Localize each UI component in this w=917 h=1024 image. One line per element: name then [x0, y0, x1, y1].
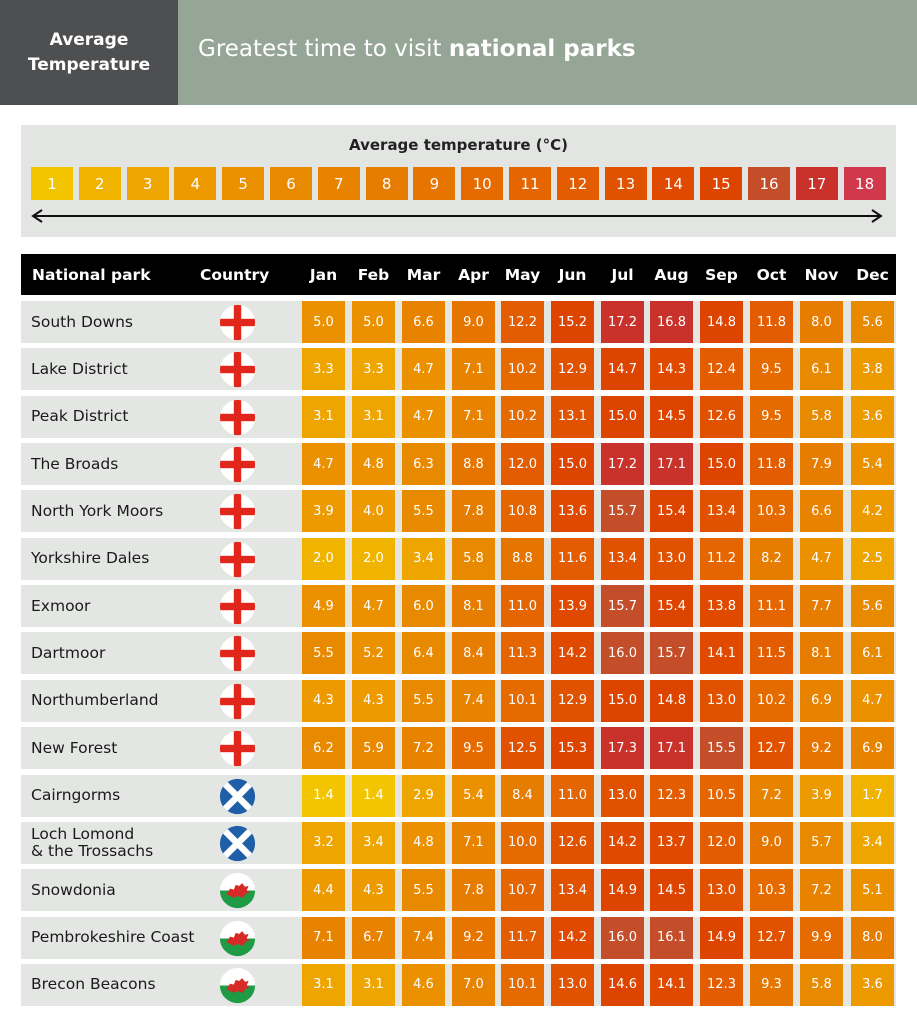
temperature-cell: 14.7: [601, 348, 644, 390]
temperature-cell: 12.7: [750, 917, 793, 959]
temperature-cell: 2.5: [851, 538, 894, 580]
england-flag-icon: [219, 446, 256, 483]
temperature-cell: 6.7: [352, 917, 395, 959]
title-prefix: Greatest time to visit: [198, 36, 449, 62]
temperature-cell: 12.5: [501, 727, 544, 769]
legend-step: 3: [127, 167, 169, 200]
temperature-cell: 3.2: [302, 822, 345, 864]
temperature-cell: 15.4: [650, 490, 693, 532]
temperature-cell: 13.4: [700, 490, 743, 532]
header-banner: [0, 0, 917, 105]
england-flag-icon: [219, 541, 256, 578]
temperature-cell: 3.8: [851, 348, 894, 390]
double-arrow-icon: [10, 206, 884, 226]
park-name: Peak District: [31, 407, 129, 426]
park-name: Lake District: [31, 359, 128, 378]
temperature-cell: 5.0: [352, 301, 395, 343]
table-row: [21, 443, 896, 485]
temperature-cell: 9.9: [800, 917, 843, 959]
temperature-cell: 14.8: [650, 680, 693, 722]
header-country: Country: [200, 265, 270, 284]
wales-flag-icon: [219, 872, 256, 909]
section-tag: [0, 0, 178, 105]
temperature-cell: 7.8: [452, 490, 495, 532]
page-title: [198, 36, 636, 62]
temperature-cell: 14.5: [650, 869, 693, 911]
temperature-cell: 4.3: [352, 680, 395, 722]
temperature-cell: 2.9: [402, 775, 445, 817]
temperature-cell: 15.7: [601, 585, 644, 627]
temperature-cell: 10.8: [501, 490, 544, 532]
temperature-cell: 13.0: [700, 869, 743, 911]
temperature-cell: 13.4: [551, 869, 594, 911]
temperature-cell: 15.5: [700, 727, 743, 769]
temperature-cell: 7.4: [452, 680, 495, 722]
temperature-cell: 5.0: [302, 301, 345, 343]
england-flag-icon: [219, 730, 256, 767]
temperature-cell: 5.2: [352, 632, 395, 674]
temperature-cell: 3.3: [302, 348, 345, 390]
temperature-cell: 7.7: [800, 585, 843, 627]
temperature-cell: 3.4: [352, 822, 395, 864]
temperature-cell: 3.9: [302, 490, 345, 532]
legend-step: 1: [31, 167, 73, 200]
section-tag-line2: Temperature: [27, 54, 151, 75]
temperature-cell: 11.0: [501, 585, 544, 627]
temperature-cell: 14.8: [700, 301, 743, 343]
temperature-cell: 6.6: [402, 301, 445, 343]
temperature-cell: 7.2: [750, 775, 793, 817]
temperature-cell: 14.6: [601, 964, 644, 1006]
temperature-cell: 15.0: [601, 680, 644, 722]
temperature-cell: 7.1: [452, 822, 495, 864]
temperature-cell: 7.2: [402, 727, 445, 769]
table-row: [21, 632, 896, 674]
park-name: Snowdonia: [31, 880, 116, 899]
temperature-cell: 14.2: [601, 822, 644, 864]
england-flag-icon: [219, 635, 256, 672]
temperature-cell: 15.4: [650, 585, 693, 627]
park-name: Brecon Beacons: [31, 975, 156, 994]
temperature-cell: 10.0: [501, 822, 544, 864]
temperature-cell: 8.8: [501, 538, 544, 580]
temperature-cell: 11.7: [501, 917, 544, 959]
legend-step: 15: [700, 167, 742, 200]
wales-flag-icon: [219, 920, 256, 957]
temperature-cell: 7.1: [452, 396, 495, 438]
temperature-cell: 5.9: [352, 727, 395, 769]
temperature-cell: 3.4: [402, 538, 445, 580]
temperature-cell: 2.0: [302, 538, 345, 580]
table-row: [21, 538, 896, 580]
temperature-cell: 14.9: [601, 869, 644, 911]
temperature-cell: 8.1: [452, 585, 495, 627]
temperature-cell: 12.3: [700, 964, 743, 1006]
temperature-cell: 1.7: [851, 775, 894, 817]
temperature-cell: 10.1: [501, 680, 544, 722]
temperature-cell: 4.8: [402, 822, 445, 864]
temperature-cell: 4.7: [402, 348, 445, 390]
temperature-cell: 13.4: [601, 538, 644, 580]
table-row: [21, 822, 896, 864]
temperature-cell: 11.5: [750, 632, 793, 674]
temperature-cell: 10.3: [750, 490, 793, 532]
temperature-cell: 5.5: [302, 632, 345, 674]
legend-title: Average temperature (°C): [349, 136, 568, 154]
temperature-cell: 6.1: [851, 632, 894, 674]
england-flag-icon: [219, 399, 256, 436]
temperature-cell: 9.0: [452, 301, 495, 343]
temperature-cell: 13.7: [650, 822, 693, 864]
england-flag-icon: [219, 351, 256, 388]
legend-step: 12: [557, 167, 599, 200]
table-row: [21, 727, 896, 769]
temperature-cell: 17.2: [601, 301, 644, 343]
park-name: Yorkshire Dales: [31, 549, 150, 568]
temperature-cell: 4.7: [352, 585, 395, 627]
temperature-cell: 7.4: [402, 917, 445, 959]
park-name: New Forest: [31, 738, 118, 757]
legend-step: 2: [79, 167, 121, 200]
header-month: Mar: [406, 265, 441, 284]
temperature-cell: 13.0: [700, 680, 743, 722]
temperature-cell: 3.6: [851, 964, 894, 1006]
legend-step: 4: [174, 167, 216, 200]
temperature-cell: 16.0: [601, 632, 644, 674]
temperature-cell: 14.2: [551, 917, 594, 959]
legend-step: 5: [222, 167, 264, 200]
temperature-cell: 3.1: [352, 964, 395, 1006]
park-name: Dartmoor: [31, 643, 106, 662]
temperature-cell: 6.2: [302, 727, 345, 769]
temperature-cell: 12.9: [551, 680, 594, 722]
temperature-cell: 4.3: [302, 680, 345, 722]
temperature-cell: 4.7: [302, 443, 345, 485]
temperature-cell: 14.1: [700, 632, 743, 674]
temperature-cell: 6.0: [402, 585, 445, 627]
temperature-cell: 10.2: [750, 680, 793, 722]
temperature-cell: 10.2: [501, 396, 544, 438]
legend-step: 10: [461, 167, 503, 200]
temperature-cell: 5.1: [851, 869, 894, 911]
legend-step: 13: [605, 167, 647, 200]
table-header: [21, 254, 896, 295]
temperature-cell: 11.8: [750, 443, 793, 485]
temperature-cell: 12.3: [650, 775, 693, 817]
temperature-cell: 14.1: [650, 964, 693, 1006]
temperature-cell: 4.0: [352, 490, 395, 532]
temperature-cell: 5.8: [800, 964, 843, 1006]
temperature-cell: 11.8: [750, 301, 793, 343]
temperature-cell: 10.7: [501, 869, 544, 911]
legend-step: 8: [366, 167, 408, 200]
temperature-cell: 4.3: [352, 869, 395, 911]
temperature-cell: 7.1: [302, 917, 345, 959]
temperature-cell: 10.1: [501, 964, 544, 1006]
temperature-cell: 10.3: [750, 869, 793, 911]
temperature-cell: 4.7: [851, 680, 894, 722]
scotland-flag-icon: [219, 778, 256, 815]
temperature-cell: 11.6: [551, 538, 594, 580]
park-name: Cairngorms: [31, 786, 121, 804]
park-name: Pembrokeshire Coast: [31, 928, 195, 947]
temperature-cell: 9.2: [452, 917, 495, 959]
temperature-cell: 5.8: [452, 538, 495, 580]
temperature-cell: 9.3: [750, 964, 793, 1006]
legend-step: 18: [844, 167, 886, 200]
temperature-cell: 9.5: [750, 396, 793, 438]
temperature-cell: 5.5: [402, 490, 445, 532]
temperature-cell: 4.2: [851, 490, 894, 532]
temperature-cell: 3.1: [352, 396, 395, 438]
temperature-cell: 12.0: [501, 443, 544, 485]
england-flag-icon: [219, 304, 256, 341]
temperature-cell: 11.0: [551, 775, 594, 817]
temperature-cell: 13.0: [551, 964, 594, 1006]
temperature-cell: 13.6: [551, 490, 594, 532]
park-name: The Broads: [31, 454, 119, 473]
temperature-cell: 5.4: [452, 775, 495, 817]
temperature-cell: 7.8: [452, 869, 495, 911]
header-month: Aug: [654, 265, 689, 284]
temperature-cell: 16.0: [601, 917, 644, 959]
legend-step: 11: [509, 167, 551, 200]
table-row: [21, 396, 896, 438]
temperature-cell: 5.5: [402, 680, 445, 722]
temperature-cell: 12.0: [700, 822, 743, 864]
temperature-cell: 15.7: [650, 632, 693, 674]
temperature-cell: 12.2: [501, 301, 544, 343]
temperature-cell: 8.0: [800, 301, 843, 343]
temperature-cell: 6.4: [402, 632, 445, 674]
legend-step: 14: [652, 167, 694, 200]
temperature-cell: 3.1: [302, 964, 345, 1006]
temperature-cell: 9.5: [750, 348, 793, 390]
table-row: [21, 301, 896, 343]
temperature-cell: 9.0: [750, 822, 793, 864]
england-flag-icon: [219, 493, 256, 530]
legend-step: 6: [270, 167, 312, 200]
temperature-cell: 9.5: [452, 727, 495, 769]
temperature-cell: 3.1: [302, 396, 345, 438]
legend-step: 17: [796, 167, 838, 200]
park-name: Northumberland: [31, 691, 159, 710]
temperature-cell: 13.0: [650, 538, 693, 580]
temperature-cell: 7.0: [452, 964, 495, 1006]
temperature-cell: 4.7: [800, 538, 843, 580]
temperature-cell: 4.8: [352, 443, 395, 485]
temperature-cell: 3.3: [352, 348, 395, 390]
temperature-cell: 15.2: [551, 301, 594, 343]
temperature-cell: 7.1: [452, 348, 495, 390]
header-month: Jun: [558, 265, 587, 284]
temperature-cell: 4.9: [302, 585, 345, 627]
temperature-cell: 13.9: [551, 585, 594, 627]
temperature-cell: 3.6: [851, 396, 894, 438]
england-flag-icon: [219, 588, 256, 625]
temperature-cell: 6.6: [800, 490, 843, 532]
header-month: Jan: [309, 265, 338, 284]
england-flag-icon: [219, 683, 256, 720]
temperature-cell: 4.4: [302, 869, 345, 911]
temperature-cell: 7.9: [800, 443, 843, 485]
temperature-cell: 13.0: [601, 775, 644, 817]
table-row: [21, 680, 896, 722]
temperature-cell: 10.5: [700, 775, 743, 817]
park-name: South Downs: [31, 312, 133, 331]
legend-step: 7: [318, 167, 360, 200]
temperature-cell: 17.1: [650, 443, 693, 485]
temperature-cell: 15.0: [601, 396, 644, 438]
temperature-cell: 17.2: [601, 443, 644, 485]
scotland-flag-icon: [219, 825, 256, 862]
temperature-cell: 14.3: [650, 348, 693, 390]
temperature-cell: 16.8: [650, 301, 693, 343]
temperature-cell: 6.1: [800, 348, 843, 390]
park-name: North York Moors: [31, 501, 164, 520]
temperature-cell: 17.3: [601, 727, 644, 769]
header-month: May: [504, 265, 541, 284]
legend-step: 9: [413, 167, 455, 200]
temperature-cell: 6.9: [851, 727, 894, 769]
table-row: [21, 348, 896, 390]
section-tag-line1: Average: [49, 29, 129, 50]
temperature-cell: 2.0: [352, 538, 395, 580]
temperature-cell: 15.0: [700, 443, 743, 485]
temperature-cell: 8.8: [452, 443, 495, 485]
temperature-cell: 5.6: [851, 301, 894, 343]
temperature-cell: 10.2: [501, 348, 544, 390]
temperature-cell: 12.7: [750, 727, 793, 769]
temperature-cell: 14.5: [650, 396, 693, 438]
temperature-cell: 5.4: [851, 443, 894, 485]
temperature-cell: 3.4: [851, 822, 894, 864]
temperature-cell: 12.6: [551, 822, 594, 864]
table-row: [21, 775, 896, 817]
table-row: [21, 490, 896, 532]
temperature-cell: 13.1: [551, 396, 594, 438]
temperature-cell: 14.2: [551, 632, 594, 674]
temperature-cell: 7.2: [800, 869, 843, 911]
temperature-cell: 13.8: [700, 585, 743, 627]
temperature-cell: 8.4: [501, 775, 544, 817]
temperature-cell: 8.4: [452, 632, 495, 674]
temperature-cell: 9.2: [800, 727, 843, 769]
temperature-cell: 11.3: [501, 632, 544, 674]
header-national-park: National park: [32, 265, 151, 284]
title-bold: national parks: [448, 36, 636, 62]
legend-step: 16: [748, 167, 790, 200]
park-name: Loch Lomond & the Trossachs: [31, 824, 154, 860]
temperature-cell: 5.7: [800, 822, 843, 864]
header-month: Oct: [756, 265, 787, 284]
temperature-cell: 11.2: [700, 538, 743, 580]
temperature-cell: 4.6: [402, 964, 445, 1006]
temperature-cell: 8.1: [800, 632, 843, 674]
temperature-cell: 15.0: [551, 443, 594, 485]
temperature-cell: 5.8: [800, 396, 843, 438]
header-month: Feb: [357, 265, 390, 284]
temperature-cell: 4.7: [402, 396, 445, 438]
temperature-cell: 1.4: [302, 775, 345, 817]
temperature-cell: 5.5: [402, 869, 445, 911]
temperature-cell: 6.3: [402, 443, 445, 485]
temperature-cell: 1.4: [352, 775, 395, 817]
header-month: Dec: [856, 265, 889, 284]
temperature-cell: 15.3: [551, 727, 594, 769]
header-month: Jul: [611, 265, 634, 284]
temperature-cell: 15.7: [601, 490, 644, 532]
temperature-cell: 8.0: [851, 917, 894, 959]
temperature-cell: 3.9: [800, 775, 843, 817]
temperature-cell: 12.6: [700, 396, 743, 438]
temperature-cell: 11.1: [750, 585, 793, 627]
temperature-cell: 16.1: [650, 917, 693, 959]
header-month: Sep: [705, 265, 738, 284]
temperature-cell: 12.4: [700, 348, 743, 390]
table-row: [21, 585, 896, 627]
header-month: Apr: [458, 265, 489, 284]
wales-flag-icon: [219, 967, 256, 1004]
temperature-cell: 8.2: [750, 538, 793, 580]
temperature-cell: 14.9: [700, 917, 743, 959]
park-name: Exmoor: [31, 596, 91, 615]
temperature-cell: 6.9: [800, 680, 843, 722]
temperature-cell: 5.6: [851, 585, 894, 627]
table-row: [21, 869, 896, 911]
table-row: [21, 917, 896, 959]
temperature-cell: 12.9: [551, 348, 594, 390]
temperature-cell: 17.1: [650, 727, 693, 769]
header-month: Nov: [804, 265, 839, 284]
table-row: [21, 964, 896, 1006]
